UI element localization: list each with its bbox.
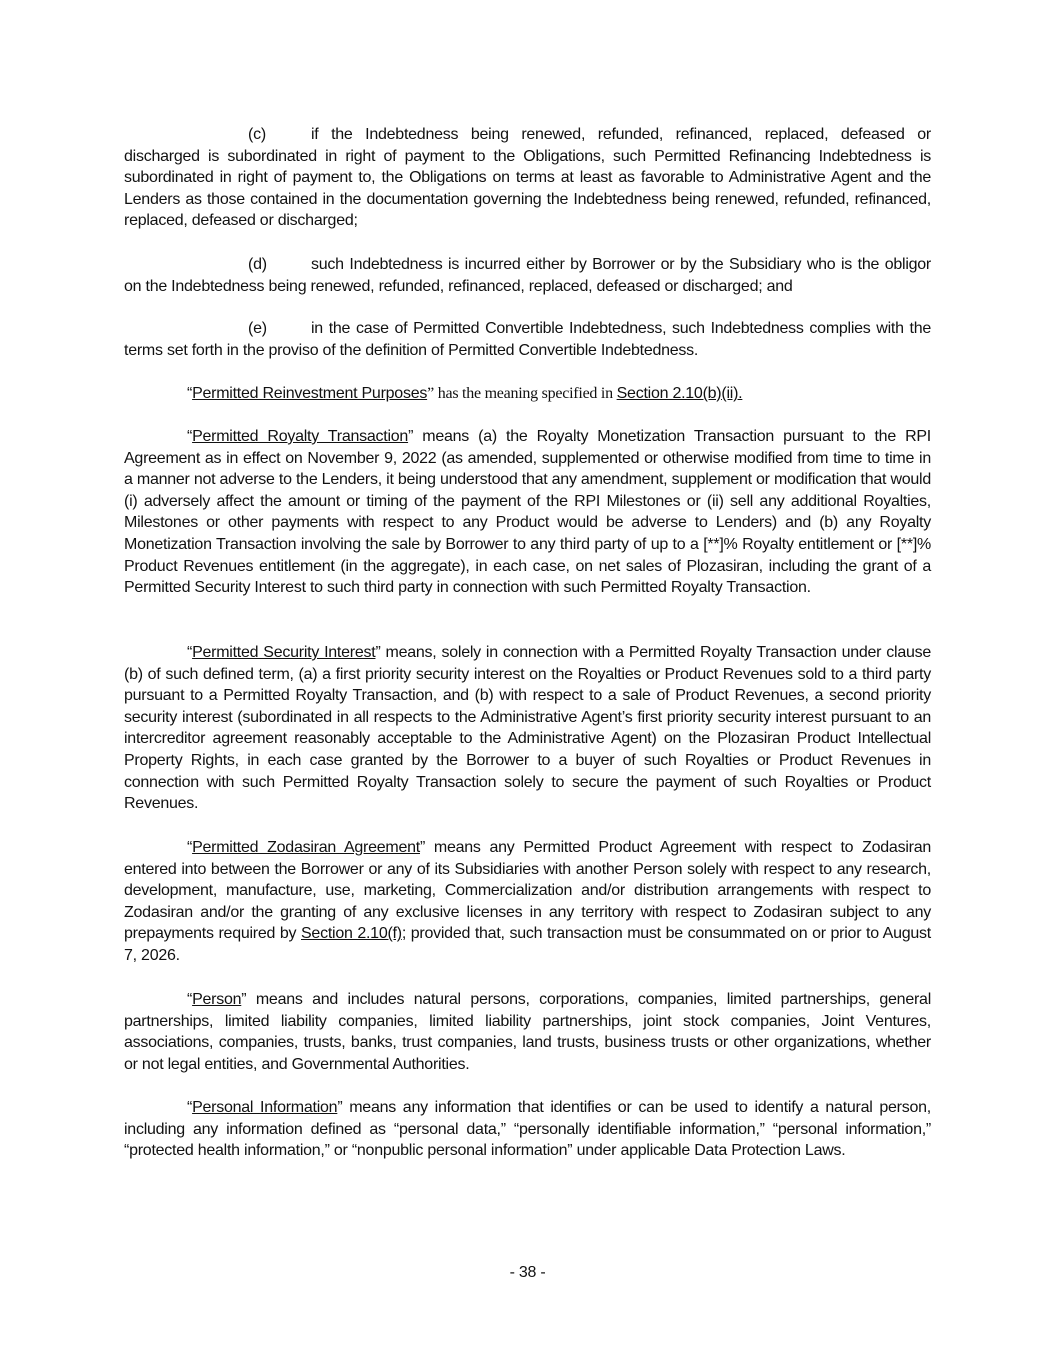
defined-term: Permitted Reinvestment Purposes: [192, 385, 428, 402]
page-number: - 38 -: [509, 1264, 546, 1281]
defined-term: Personal Information: [192, 1099, 338, 1116]
defined-term: Person: [192, 991, 242, 1008]
definition-permitted-security-interest: [124, 642, 931, 815]
definition-person: [124, 989, 931, 1075]
clause-d: [124, 254, 931, 297]
quote: “: [187, 385, 193, 402]
definition-text: ” means, solely in connection with a Permitted Royalty Transaction under clause (b) of such defined term, (a) a first priority security interest on the Royalties or Product Revenues sold to a third party pursuant to a Permitted Royalty Transaction, and (b) with respect to a sale of Product Revenues, a second priority security interest (subordinated in all respects to the Administrative Agent’s first priority security interest pursuant to an intercreditor agreement reasonably acceptable to the Administrative Agent) on the Plozasiran Product Intellectual Property Rights, in each case granted by the Borrower to a buyer of such Royalties or Product Revenues in connection with such Permitted Royalty Transaction solely to secure the payment of such Royalties or Product Revenues.: [124, 644, 932, 813]
section-reference-link[interactable]: Section 2.10(f): [301, 925, 402, 943]
quote: “: [187, 991, 193, 1008]
definition-personal-information: [124, 1097, 931, 1162]
definition-permitted-reinvestment-purposes: [124, 383, 931, 405]
definition-permitted-zodasiran-agreement: [124, 837, 931, 967]
definition-text: ” has the meaning specified in: [427, 385, 617, 402]
definition-text: ” means any information that identifies or can be used to identify a natural person, including any information defined as “personal data,” “personally identifiable information,” “personal information,” “protected health information,” or “nonpublic personal information” under applicable Data Protection Laws.: [124, 1099, 931, 1160]
quote: “: [187, 428, 193, 445]
defined-term: Permitted Security Interest: [192, 644, 376, 661]
clause-label: (c): [248, 126, 266, 143]
definition-text: ” means any Permitted Product Agreement with respect to Zodasiran entered into between the Borrower or any of its Subsidiaries with another Person solely with respect to any research, development, manufacture, use, marketing, Commercialization and/or distribution arrangements with respect to Zodasiran and/or the granting of any exclusive licenses in any territory with respect to Zodasiran subject to any prepayments required by: [124, 839, 932, 943]
clause-text: if the Indebtedness being renewed, refunded, refinanced, replaced, defeased or discharged is subordinated in right of payment to the Obligations, such Permitted Refinancing Indebtedness is subordinated in right of payment to, the Obligations on terms at least as favorable to Administrative Agent and the Lenders as those contained in the documentation governing the Indebtedness being renewed, refunded, refinanced, replaced, defeased or discharged;: [124, 126, 931, 230]
clause-e: [124, 318, 931, 361]
clause-label: (e): [248, 320, 267, 337]
definition-permitted-royalty-transaction: [124, 426, 931, 599]
definition-text: ” means and includes natural persons, corporations, companies, limited partnerships, general partnerships, limited liability companies, limited liability partnerships, joint stock companies, Joint Ventures, associations, companies, trusts, banks, trust companies, land trusts, business trusts or other organizations, whether or not legal entities, and Governmental Authorities.: [124, 991, 931, 1073]
defined-term: Permitted Royalty Transaction: [192, 428, 409, 445]
defined-term: Permitted Zodasiran Agreement: [192, 839, 420, 856]
quote: “: [187, 839, 193, 856]
quote: “: [187, 644, 193, 661]
definition-text: ; provided that, such transaction must be consummated on or prior to August 7, 2026.: [124, 925, 931, 964]
quote: “: [187, 1099, 193, 1116]
clause-text: such Indebtedness is incurred either by Borrower or by the Subsidiary who is the obligor on the Indebtedness being renewed, refunded, refinanced, replaced, defeased or discharged; and: [124, 256, 931, 295]
clause-text: in the case of Permitted Convertible Indebtedness, such Indebtedness complies with the terms set forth in the proviso of the definition of Permitted Convertible Indebtedness.: [124, 320, 931, 359]
definition-text: ” means (a) the Royalty Monetization Transaction pursuant to the RPI Agreement as in effect on November 9, 2022 (as amended, supplemented or otherwise modified from time to time in a manner not adverse to the Lenders, it being understood that any amendment, supplement or modification that would (i) adversely affect the amount or timing of the payment of the RPI Milestones or (ii) sell any additional Royalties, Milestones or other payments with respect to any Product would be adverse to Lenders) and (b) any Royalty Monetization Transaction involving the sale by Borrower to any third party of up to a [**]% Royalty entitlement or [**]% Product Revenues entitlement (in the aggregate), in each case, on net sales of Plozasiran, including the grant of a Permitted Security Interest to such third party in connection with such Permitted Royalty Transaction.: [124, 428, 932, 597]
clause-c: [124, 124, 931, 232]
clause-label: (d): [248, 256, 267, 273]
section-reference-link[interactable]: Section 2.10(b)(ii).: [616, 385, 743, 402]
